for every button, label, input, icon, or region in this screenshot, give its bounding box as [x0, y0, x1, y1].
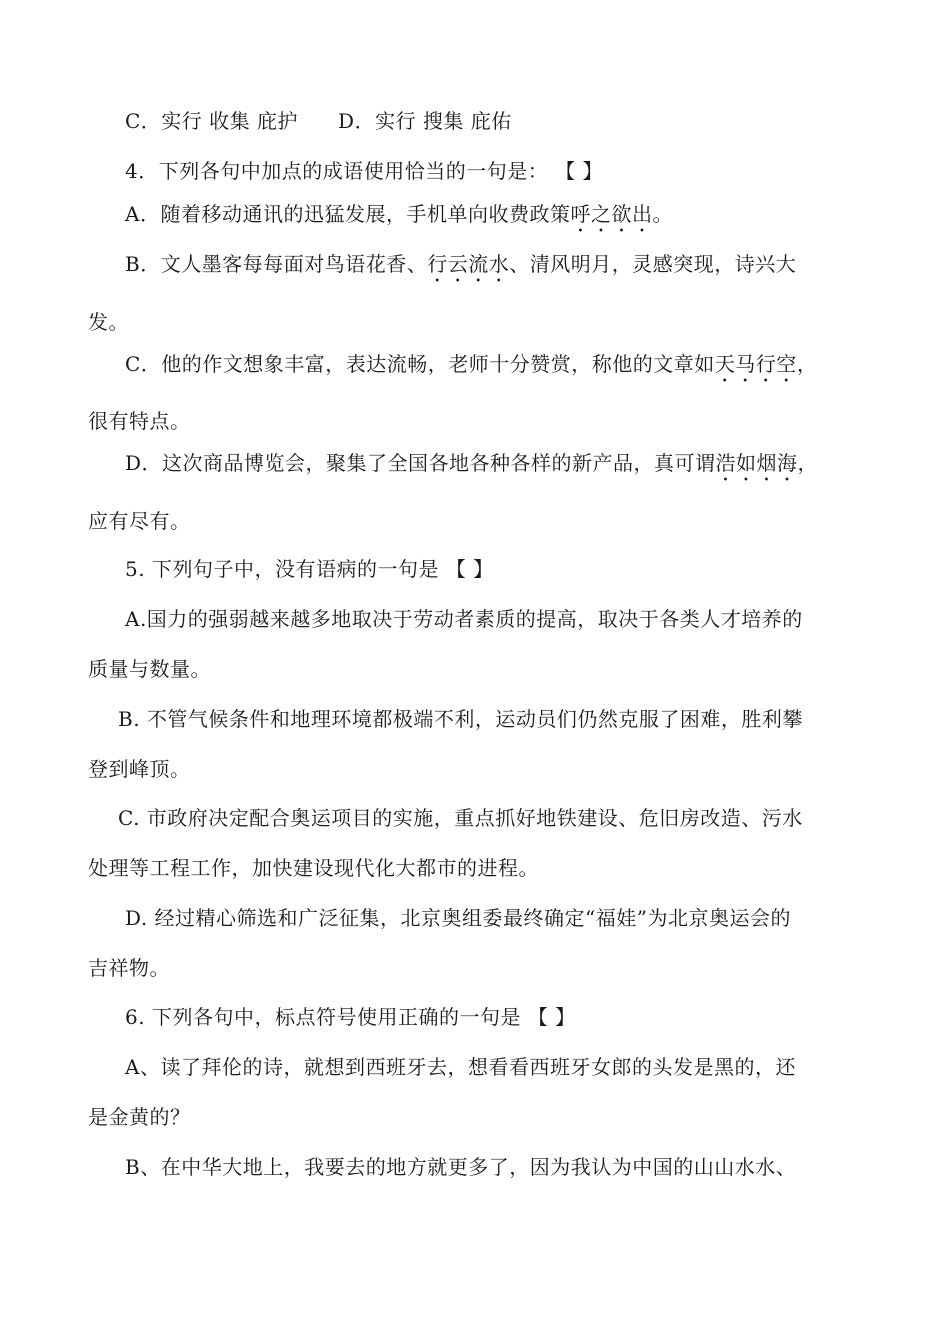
q5-option-c-cont: 处理等工程工作，加快建设现代化大都市的进程。	[88, 856, 539, 880]
q4-option-c-cont: 很有特点。	[88, 409, 191, 433]
q4-c-idiom: 天马行空	[714, 352, 797, 376]
q5-option-b-cont: 登到峰顶。	[88, 757, 191, 781]
q4-option-c: C．他的作文想象丰富，表达流畅，老师十分赞赏，称他的文章如天马行空，	[125, 352, 818, 376]
q3-options-row	[125, 108, 512, 134]
q4-stem: 4．下列各句中加点的成语使用恰当的一句是： 【 】	[125, 159, 603, 183]
q4-b-idiom: 行云流水	[427, 252, 510, 276]
q5-option-a-cont: 质量与数量。	[88, 657, 211, 681]
q5-option-c: C. 市政府决定配合奥运项目的实施，重点抓好地铁建设、危旧房改造、污水	[118, 806, 803, 830]
q5-stem: 5. 下列句子中，没有语病的一句是 【 】	[125, 557, 494, 581]
q4-a-idiom: 呼之欲出	[570, 202, 653, 226]
q6-option-b: B、在中华大地上，我要去的地方就更多了，因为我认为中国的山山水水、	[125, 1155, 797, 1179]
q6-option-a-cont: 是金黄的？	[88, 1105, 191, 1129]
q3-option-c: C．实行 收集 庇护	[125, 109, 299, 133]
q5-option-b: B. 不管气候条件和地理环境都极端不利，运动员们仍然克服了困难，胜利攀	[118, 707, 803, 731]
q6-stem: 6. 下列各句中，标点符号使用正确的一句是 【 】	[125, 1005, 576, 1029]
q4-option-a: A．随着移动通讯的迅猛发展，手机单向收费政策呼之欲出。	[125, 202, 673, 226]
q3-option-d: D．实行 搜集 庇佑	[338, 109, 512, 133]
q5-option-d: D. 经过精心筛选和广泛征集，北京奥组委最终确定“福娃”为北京奥运会的	[125, 906, 791, 930]
q4-d-idiom: 浩如烟海	[715, 451, 798, 475]
q4-option-d-cont: 应有尽有。	[88, 509, 191, 533]
q5-option-d-cont: 吉祥物。	[88, 956, 170, 980]
q6-option-a: A、读了拜伦的诗，就想到西班牙去，想看看西班牙女郎的头发是黑的，还	[125, 1055, 796, 1079]
q4-option-b: B．文人墨客每每面对鸟语花香、行云流水、清风明月，灵感突现，诗兴大	[125, 252, 797, 276]
q4-option-b-cont: 发。	[88, 310, 129, 334]
q5-option-a: A.国力的强弱越来越多地取决于劳动者素质的提高，取决于各类人才培养的	[125, 607, 803, 631]
q4-option-d: D．这次商品博览会，聚集了全国各地各种各样的新产品，真可谓浩如烟海，	[125, 451, 819, 475]
